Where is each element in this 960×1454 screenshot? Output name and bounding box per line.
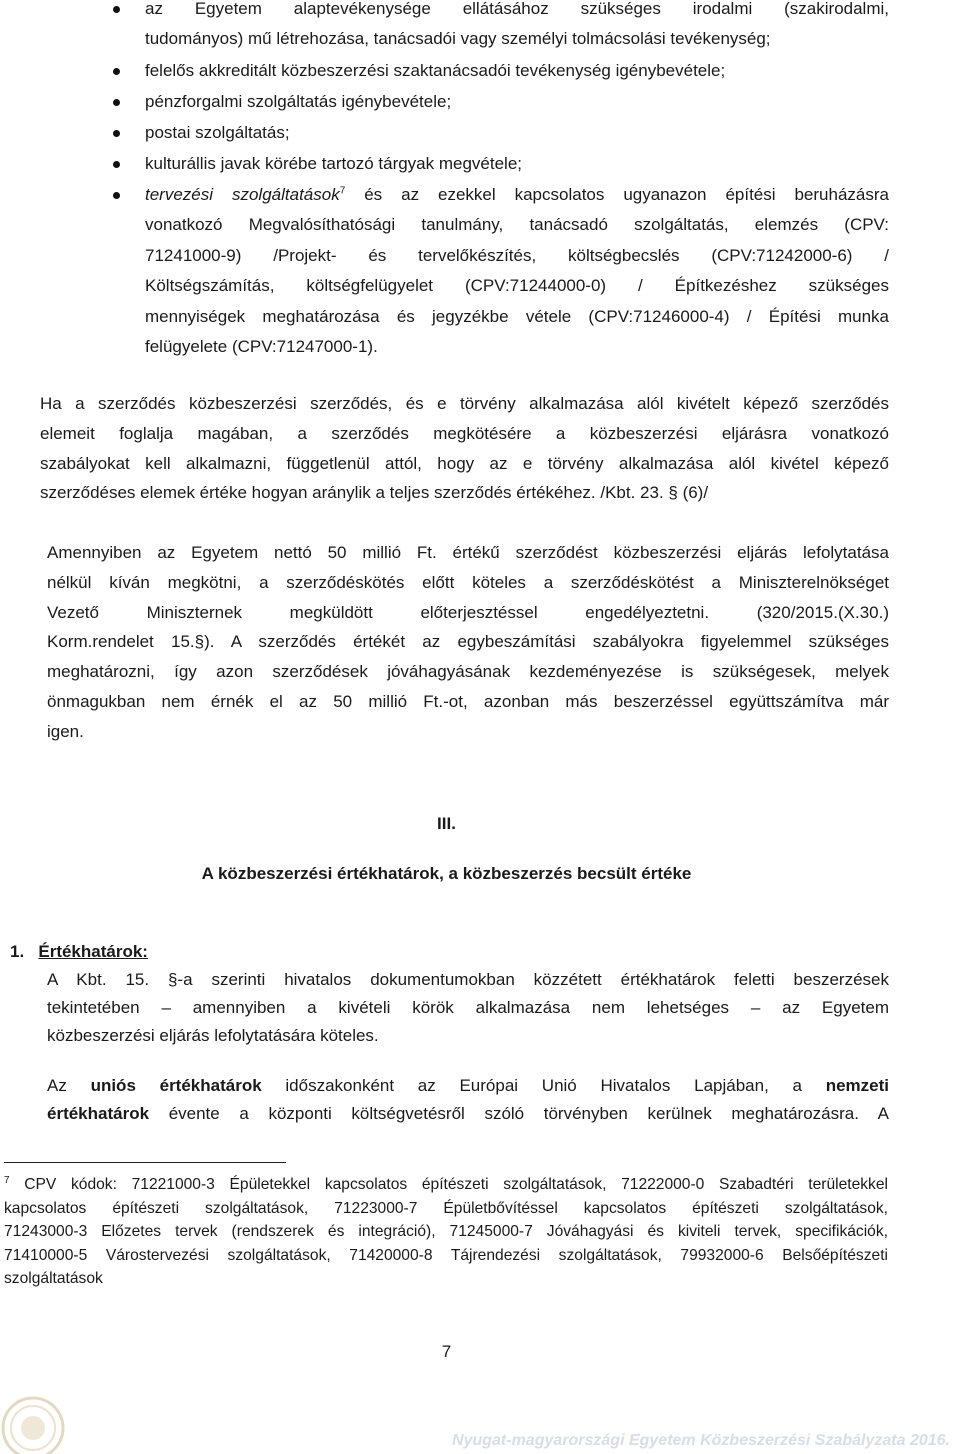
subsection-title: Értékhatárok:	[38, 942, 148, 961]
paragraph-exception-rule	[40, 389, 889, 508]
list-item	[145, 56, 889, 86]
list-item	[145, 0, 889, 55]
section-number: III.	[437, 814, 456, 833]
list-item-text: pénzforgalmi szolgáltatás igénybevétele;	[145, 92, 452, 111]
list-item	[145, 180, 889, 362]
bullet-icon	[113, 192, 120, 199]
paragraph-line: A Kbt. 15. §-a szerinti hivatalos dokumentumokban közzétett értékhatárok feletti beszerzések	[47, 970, 889, 989]
paragraph-line: szerződéses elemek értéke hogyan aránylik a teljes szerződés értékéhez. /Kbt. 23. § (6)/	[40, 483, 709, 503]
list-item-line: vonatkozó Megvalósíthatósági tanulmány, tanácsadó szolgáltatás, elemzés (CPV:	[145, 215, 889, 235]
paragraph-line: önmagukban nem érnék el az 50 millió Ft.-ot, azonban más beszerzéssel együttszámítva már	[47, 691, 889, 711]
footnote-separator	[4, 1162, 286, 1163]
paragraph-line: közbeszerzési eljárás lefolytatására köteles.	[47, 1026, 379, 1045]
paragraph-line: Ha a szerződés közbeszerzési szerződés, és e törvény alkalmazása alól kivételt képező szerződés	[40, 394, 889, 413]
bold-term: értékhatárok	[47, 1104, 150, 1123]
bold-term: uniós értékhatárok	[90, 1076, 262, 1095]
page-number: 7	[441, 1342, 452, 1361]
paragraph-thresholds	[47, 1072, 889, 1128]
bullet-icon	[113, 130, 120, 137]
paragraph-line: Korm.rendelet 15.§). A szerződés értékét az egybeszámítási szabályokra figyelemmel szükséges	[47, 632, 889, 652]
text-run: Az	[47, 1076, 91, 1095]
paragraph-line: elemeit foglalja magában, a szerződés megkötésére a közbeszerzési eljárásra vonatkozó	[40, 423, 889, 443]
bullet-icon	[113, 161, 120, 168]
list-item-text: tudományos) mű létrehozása, tanácsadói vagy személyi tolmácsolási tevékenység;	[145, 29, 771, 49]
section-title: A közbeszerzési értékhatárok, a közbeszerzés becsült értéke	[201, 864, 692, 883]
list-item-text: felelős akkreditált közbeszerzési szaktanácsadói tevékenység igénybevétele;	[145, 61, 726, 80]
list-item-text: postai szolgáltatás;	[145, 123, 290, 142]
footnote-line	[4, 1173, 888, 1197]
subsection-body	[47, 966, 889, 1050]
footer-title: Nyugat-magyarországi Egyetem Közbeszerzési Szabályzata 2016.	[452, 1432, 950, 1449]
list-item	[145, 149, 889, 179]
paragraph-approval	[47, 538, 889, 747]
footnote	[4, 1173, 888, 1291]
list-item-line	[145, 180, 889, 210]
list-item	[145, 87, 889, 117]
footnote-mark: 7	[4, 1174, 10, 1186]
bold-term: nemzeti	[825, 1076, 889, 1095]
paragraph-line: meghatározni, így azon szerződések jóváhagyásának kezdeményezése is szükségesek, melyek	[47, 662, 889, 682]
list-item-line: felügyelete (CPV:71247000-1).	[145, 337, 378, 357]
list-item-line: mennyiségek meghatározása és jegyzékbe vétele (CPV:71246000-4) / Építési munka	[145, 306, 889, 326]
university-seal-icon	[0, 1388, 66, 1454]
bullet-icon	[113, 6, 120, 13]
footnote-ref[interactable]: 7	[339, 185, 346, 197]
footnote-text: CPV kódok: 71221000-3 Épületekkel kapcsolatos építészeti szolgáltatások, 71222000-0 Szabadtéri területekkel	[9, 1176, 888, 1193]
list-item-text: az Egyetem alaptevékenysége ellátásához szükséges irodalmi (szakirodalmi,	[145, 0, 889, 18]
paragraph-line: Vezető Miniszternek megküldött előterjesztéssel engedélyeztetni. (320/2015.(X.30.)	[47, 602, 889, 622]
paragraph-line: szabályokat kell alkalmazni, függetlenül attól, hogy az e törvény alkalmazása alól kivétel képező	[40, 453, 889, 473]
list-item-line: 71241000-9) /Projekt- és tervelőkészítés, költségbecslés (CPV:71242000-6) /	[145, 245, 889, 265]
subsection-number: 1.	[10, 942, 25, 961]
paragraph-line: nélkül kíván megkötni, a szerződéskötés előtt köteles a szerződéskötést a Miniszterelnökséget	[47, 572, 889, 592]
paragraph-line: Amennyiben az Egyetem nettó 50 millió Ft. értékű szerződést közbeszerzési eljárás lefolytatása	[47, 543, 889, 562]
footnote-line: 71243000-3 Előzetes tervek (rendszerek és integráció), 71245000-7 Jóváhagyási és kiviteli tervek, specifikációk,	[4, 1223, 888, 1241]
paragraph-line	[47, 1072, 889, 1100]
paragraph-line: tekintetében – amennyiben a kivételi körök alkalmazása nem lehetséges – az Egyetem	[47, 998, 889, 1017]
subsection-heading	[10, 942, 148, 962]
bullet-icon	[113, 68, 120, 75]
list-item-text: kulturállis javak körébe tartozó tárgyak megvétele;	[145, 154, 523, 173]
footnote-line: kapcsolatos építészeti szolgáltatások, 71223000-7 Épületbővítéssel kapcsolatos építészeti szolgáltatások,	[4, 1199, 888, 1217]
italic-term: tervezési szolgáltatások	[145, 185, 340, 204]
paragraph-line: igen.	[47, 721, 84, 741]
text-run: évente a központi költségvetésről szóló törvényben kerülnek meghatározásra. A	[149, 1104, 889, 1123]
list-item	[145, 118, 889, 148]
bullet-icon	[113, 99, 120, 106]
text-run: időszakonként az Európai Unió Hivatalos Lapjában, a	[261, 1076, 826, 1095]
list-item-text: és az ezekkel kapcsolatos ugyanazon építési beruházásra	[345, 185, 889, 204]
list-item-line: Költségszámítás, költségfelügyelet (CPV:71244000-0) / Építkezéshez szükséges	[145, 276, 889, 296]
footnote-line: szolgáltatások	[4, 1270, 103, 1288]
paragraph-line	[47, 1100, 889, 1128]
footnote-line: 71410000-5 Várostervezési szolgáltatások, 71420000-8 Tájrendezési szolgáltatások, 79932000-6 Belsőépítészeti	[4, 1246, 888, 1264]
